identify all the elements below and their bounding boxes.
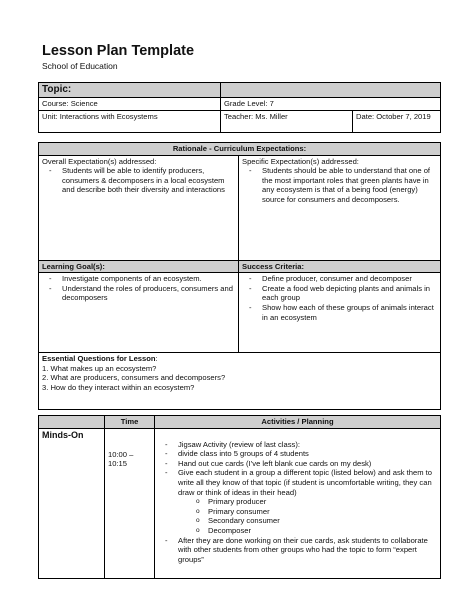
course-cell: Course: Science: [39, 98, 221, 111]
learning-goal-item: - Understand the roles of producers, consumers and decomposers: [62, 284, 235, 303]
subtopic-item: o Primary producer: [208, 497, 437, 507]
grade-cell: Grade Level: 7: [221, 98, 441, 111]
essential-question: 3. How do they interact within an ecosystem?: [42, 382, 195, 392]
essential-questions-cell: [39, 353, 441, 410]
activity-item: - After they are done working on their cue cards, ask students to collaborate with other students from other groups who had the topic to form “expert groups”: [178, 536, 437, 565]
subtopic-item: o Secondary consumer: [208, 516, 437, 526]
specific-expectations-cell: [239, 155, 441, 260]
time-start: 10:00 –: [108, 449, 134, 459]
unit-cell: Unit: Interactions with Ecosystems: [39, 110, 221, 132]
learning-goal-item: - Investigate components of an ecosystem.: [62, 274, 235, 284]
essential-questions-colon: :: [155, 354, 158, 364]
overall-expectations-cell: [39, 155, 239, 260]
specific-expectation-item: - Students should be able to understand that one of the most important roles that green plants have in any ecosystem is that of a being food (energy) source for consumers and decomposers.: [262, 166, 437, 204]
activity-item: - Give each student in a group a different topic (listed below) and ask them to write all they know of that topic (if student is uncomfortable writing, they can draw or think of ideas in their head): [178, 468, 437, 497]
success-criterion-item: - Create a food web depicting plants and animals in each group: [262, 284, 437, 303]
subtopic-item: o Primary consumer: [208, 507, 437, 517]
overall-expectation-item: - Students will be able to identify producers, consumers & decomposers in a local ecosystem and describe both their diversity and interactions: [62, 166, 235, 195]
overall-expectations-label: Overall Expectation(s) addressed:: [42, 156, 157, 166]
success-criterion-item: - Show how each of these groups of animals interact in an ecosystem: [262, 303, 437, 322]
rationale-table: [38, 142, 441, 410]
activity-item: - Jigsaw Activity (review of last class):: [178, 440, 437, 450]
schedule-table: [38, 415, 441, 579]
schedule-header-blank: [39, 416, 105, 429]
subtopic-item: o Decomposer: [208, 526, 437, 536]
activity-item: - divide class into 5 groups of 4 students: [178, 449, 437, 459]
document-title: Lesson Plan Template: [42, 43, 195, 59]
success-criterion-item: - Define producer, consumer and decomposer: [262, 274, 437, 284]
topic-value: [221, 83, 441, 98]
activities-cell: [155, 428, 441, 578]
success-criteria-cell: [239, 273, 441, 353]
lesson-info-table: [38, 82, 441, 133]
document-subtitle: School of Education: [42, 61, 118, 71]
teacher-cell: Teacher: Ms. Miller: [221, 110, 353, 132]
activities-header: Activities / Planning: [155, 416, 441, 429]
topic-label: Topic:: [39, 83, 221, 98]
activity-item: - Hand out cue cards (I’ve left blank cue cards on my desk): [178, 459, 437, 469]
time-header: Time: [105, 416, 155, 429]
specific-expectations-label: Specific Expectation(s) addressed:: [242, 156, 359, 166]
essential-question: 2. What are producers, consumers and decomposers?: [42, 373, 226, 383]
learning-goals-cell: [39, 273, 239, 353]
time-end: 10:15: [108, 459, 128, 469]
essential-questions-label: Essential Questions for Lesson: [42, 354, 156, 364]
rationale-heading: Rationale - Curriculum Expectations:: [39, 143, 441, 156]
essential-question: 1. What makes up an ecosystem?: [42, 363, 157, 373]
success-criteria-label: Success Criteria:: [239, 260, 441, 273]
date-cell: Date: October 7, 2019: [353, 110, 441, 132]
time-cell: [105, 428, 155, 578]
learning-goals-label: Learning Goal(s):: [39, 260, 239, 273]
minds-on-label: Minds-On: [39, 428, 105, 578]
